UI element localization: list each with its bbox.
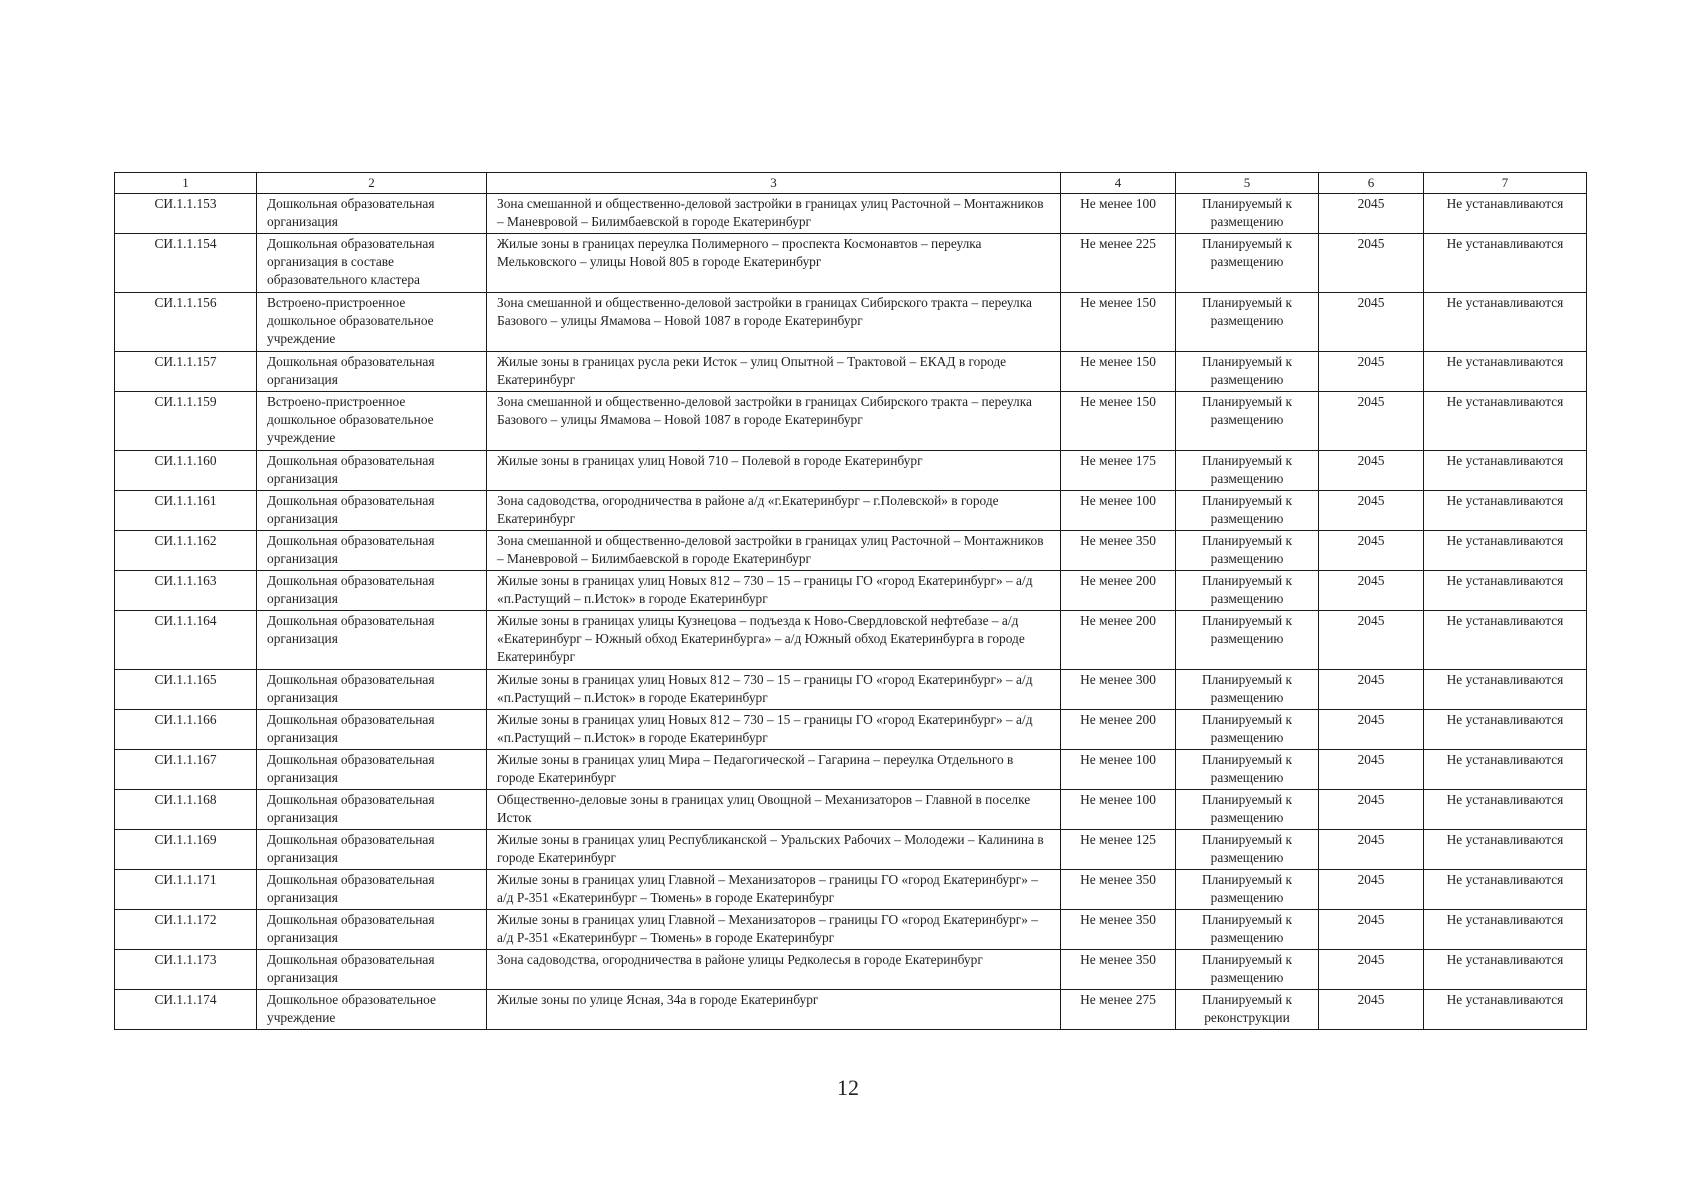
- row-name-cell: Дошкольная образовательная организация: [257, 710, 487, 750]
- row-restrictions-cell: Не устанавливаются: [1424, 830, 1587, 870]
- row-year-cell: 2045: [1319, 352, 1424, 392]
- row-status-cell: Планируемый к размещению: [1176, 531, 1319, 571]
- row-year-cell: 2045: [1319, 194, 1424, 234]
- row-year-cell: 2045: [1319, 531, 1424, 571]
- column-header: 4: [1061, 173, 1176, 194]
- row-zone-cell: Зона садоводства, огородничества в районе улицы Редколесья в городе Екатеринбург: [487, 950, 1061, 990]
- row-status-cell: Планируемый к размещению: [1176, 392, 1319, 451]
- row-status-cell: Планируемый к размещению: [1176, 790, 1319, 830]
- row-status-cell: Планируемый к размещению: [1176, 910, 1319, 950]
- row-year-cell: 2045: [1319, 750, 1424, 790]
- row-year-cell: 2045: [1319, 571, 1424, 611]
- table-row: [115, 790, 1587, 830]
- row-zone-cell: Жилые зоны в границах улиц Новых 812 – 730 – 15 – границы ГО «город Екатеринбург» – а/д «п.Растущий – п.Исток» в городе Екатеринбург: [487, 710, 1061, 750]
- row-name-cell: Дошкольная образовательная организация: [257, 611, 487, 670]
- row-capacity-cell: Не менее 225: [1061, 234, 1176, 293]
- row-capacity-cell: Не менее 200: [1061, 571, 1176, 611]
- row-restrictions-cell: Не устанавливаются: [1424, 750, 1587, 790]
- row-code-cell: СИ.1.1.156: [115, 293, 257, 352]
- row-year-cell: 2045: [1319, 392, 1424, 451]
- row-code-cell: СИ.1.1.168: [115, 790, 257, 830]
- row-year-cell: 2045: [1319, 234, 1424, 293]
- row-name-cell: Дошкольная образовательная организация: [257, 491, 487, 531]
- row-restrictions-cell: Не устанавливаются: [1424, 790, 1587, 830]
- row-capacity-cell: Не менее 100: [1061, 790, 1176, 830]
- row-status-cell: Планируемый к размещению: [1176, 571, 1319, 611]
- row-status-cell: Планируемый к размещению: [1176, 491, 1319, 531]
- row-restrictions-cell: Не устанавливаются: [1424, 710, 1587, 750]
- column-header: 1: [115, 173, 257, 194]
- column-header: 7: [1424, 173, 1587, 194]
- table-row: [115, 990, 1587, 1030]
- row-year-cell: 2045: [1319, 293, 1424, 352]
- row-code-cell: СИ.1.1.174: [115, 990, 257, 1030]
- row-zone-cell: Жилые зоны в границах улиц Новой 710 – Полевой в городе Екатеринбург: [487, 451, 1061, 491]
- table-row: [115, 491, 1587, 531]
- row-capacity-cell: Не менее 350: [1061, 870, 1176, 910]
- row-status-cell: Планируемый к размещению: [1176, 670, 1319, 710]
- row-restrictions-cell: Не устанавливаются: [1424, 491, 1587, 531]
- row-restrictions-cell: Не устанавливаются: [1424, 451, 1587, 491]
- table-row: [115, 670, 1587, 710]
- row-capacity-cell: Не менее 350: [1061, 910, 1176, 950]
- row-name-cell: Дошкольная образовательная организация: [257, 870, 487, 910]
- column-header: 5: [1176, 173, 1319, 194]
- row-code-cell: СИ.1.1.164: [115, 611, 257, 670]
- row-status-cell: Планируемый к размещению: [1176, 352, 1319, 392]
- row-restrictions-cell: Не устанавливаются: [1424, 910, 1587, 950]
- row-zone-cell: Зона смешанной и общественно-деловой застройки в границах Сибирского тракта – переулка Базового – улицы Ямамова – Новой 1087 в городе Екатеринбург: [487, 392, 1061, 451]
- row-status-cell: Планируемый к размещению: [1176, 611, 1319, 670]
- row-restrictions-cell: Не устанавливаются: [1424, 870, 1587, 910]
- row-zone-cell: Жилые зоны в границах улицы Кузнецова – подъезда к Ново-Свердловской нефтебазе – а/д «Екатеринбург – Южный обход Екатеринбурга» – а/д Южный обход Екатеринбурга в городе Екатеринбург: [487, 611, 1061, 670]
- row-code-cell: СИ.1.1.161: [115, 491, 257, 531]
- row-code-cell: СИ.1.1.160: [115, 451, 257, 491]
- row-name-cell: Дошкольная образовательная организация: [257, 571, 487, 611]
- row-code-cell: СИ.1.1.154: [115, 234, 257, 293]
- column-header: 3: [487, 173, 1061, 194]
- row-capacity-cell: Не менее 350: [1061, 950, 1176, 990]
- row-code-cell: СИ.1.1.166: [115, 710, 257, 750]
- row-capacity-cell: Не менее 150: [1061, 392, 1176, 451]
- table-row: [115, 531, 1587, 571]
- table-row: [115, 451, 1587, 491]
- row-restrictions-cell: Не устанавливаются: [1424, 571, 1587, 611]
- row-restrictions-cell: Не устанавливаются: [1424, 293, 1587, 352]
- table-row: [115, 293, 1587, 352]
- row-restrictions-cell: Не устанавливаются: [1424, 234, 1587, 293]
- row-capacity-cell: Не менее 300: [1061, 670, 1176, 710]
- table-body: [115, 194, 1587, 1030]
- row-restrictions-cell: Не устанавливаются: [1424, 352, 1587, 392]
- table-row: [115, 950, 1587, 990]
- row-restrictions-cell: Не устанавливаются: [1424, 392, 1587, 451]
- row-code-cell: СИ.1.1.159: [115, 392, 257, 451]
- row-code-cell: СИ.1.1.169: [115, 830, 257, 870]
- row-capacity-cell: Не менее 150: [1061, 293, 1176, 352]
- row-status-cell: Планируемый к размещению: [1176, 870, 1319, 910]
- row-name-cell: Дошкольная образовательная организация: [257, 950, 487, 990]
- row-year-cell: 2045: [1319, 830, 1424, 870]
- row-zone-cell: Жилые зоны по улице Ясная, 34а в городе Екатеринбург: [487, 990, 1061, 1030]
- row-zone-cell: Жилые зоны в границах улиц Главной – Механизаторов – границы ГО «город Екатеринбург» – а/д Р-351 «Екатеринбург – Тюмень» в городе Екатеринбург: [487, 910, 1061, 950]
- row-code-cell: СИ.1.1.163: [115, 571, 257, 611]
- table-row: [115, 710, 1587, 750]
- row-name-cell: Дошкольная образовательная организация: [257, 670, 487, 710]
- column-header: 6: [1319, 173, 1424, 194]
- row-zone-cell: Жилые зоны в границах улиц Новых 812 – 730 – 15 – границы ГО «город Екатеринбург» – а/д «п.Растущий – п.Исток» в городе Екатеринбург: [487, 571, 1061, 611]
- row-capacity-cell: Не менее 350: [1061, 531, 1176, 571]
- row-restrictions-cell: Не устанавливаются: [1424, 194, 1587, 234]
- row-code-cell: СИ.1.1.153: [115, 194, 257, 234]
- row-code-cell: СИ.1.1.167: [115, 750, 257, 790]
- row-name-cell: Встроено-пристроенное дошкольное образовательное учреждение: [257, 293, 487, 352]
- row-capacity-cell: Не менее 125: [1061, 830, 1176, 870]
- row-code-cell: СИ.1.1.162: [115, 531, 257, 571]
- row-year-cell: 2045: [1319, 990, 1424, 1030]
- row-name-cell: Дошкольная образовательная организация: [257, 910, 487, 950]
- row-name-cell: Встроено-пристроенное дошкольное образовательное учреждение: [257, 392, 487, 451]
- row-capacity-cell: Не менее 200: [1061, 611, 1176, 670]
- row-zone-cell: Общественно-деловые зоны в границах улиц Овощной – Механизаторов – Главной в поселке Исток: [487, 790, 1061, 830]
- table-header-row: [115, 173, 1587, 194]
- row-status-cell: Планируемый к реконструкции: [1176, 990, 1319, 1030]
- table-row: [115, 910, 1587, 950]
- row-status-cell: Планируемый к размещению: [1176, 710, 1319, 750]
- row-zone-cell: Жилые зоны в границах улиц Мира – Педагогической – Гагарина – переулка Отдельного в городе Екатеринбург: [487, 750, 1061, 790]
- row-name-cell: Дошкольная образовательная организация: [257, 531, 487, 571]
- row-zone-cell: Зона смешанной и общественно-деловой застройки в границах улиц Расточной – Монтажников – Маневровой – Билимбаевской в городе Екатеринбург: [487, 531, 1061, 571]
- facilities-table: [114, 172, 1587, 1030]
- row-zone-cell: Зона смешанной и общественно-деловой застройки в границах улиц Расточной – Монтажников – Маневровой – Билимбаевской в городе Екатеринбург: [487, 194, 1061, 234]
- row-restrictions-cell: Не устанавливаются: [1424, 950, 1587, 990]
- row-name-cell: Дошкольная образовательная организация: [257, 790, 487, 830]
- row-name-cell: Дошкольная образовательная организация: [257, 352, 487, 392]
- row-name-cell: Дошкольное образовательное учреждение: [257, 990, 487, 1030]
- row-capacity-cell: Не менее 175: [1061, 451, 1176, 491]
- row-status-cell: Планируемый к размещению: [1176, 451, 1319, 491]
- row-restrictions-cell: Не устанавливаются: [1424, 611, 1587, 670]
- row-status-cell: Планируемый к размещению: [1176, 950, 1319, 990]
- row-status-cell: Планируемый к размещению: [1176, 830, 1319, 870]
- row-name-cell: Дошкольная образовательная организация: [257, 750, 487, 790]
- row-capacity-cell: Не менее 100: [1061, 491, 1176, 531]
- row-restrictions-cell: Не устанавливаются: [1424, 990, 1587, 1030]
- table-row: [115, 611, 1587, 670]
- row-zone-cell: Жилые зоны в границах улиц Республиканской – Уральских Рабочих – Молодежи – Калинина в городе Екатеринбург: [487, 830, 1061, 870]
- row-status-cell: Планируемый к размещению: [1176, 293, 1319, 352]
- row-year-cell: 2045: [1319, 790, 1424, 830]
- row-restrictions-cell: Не устанавливаются: [1424, 670, 1587, 710]
- row-year-cell: 2045: [1319, 670, 1424, 710]
- row-year-cell: 2045: [1319, 451, 1424, 491]
- row-name-cell: Дошкольная образовательная организация: [257, 830, 487, 870]
- row-capacity-cell: Не менее 100: [1061, 194, 1176, 234]
- row-capacity-cell: Не менее 150: [1061, 352, 1176, 392]
- row-zone-cell: Жилые зоны в границах улиц Главной – Механизаторов – границы ГО «город Екатеринбург» – а/д Р-351 «Екатеринбург – Тюмень» в городе Екатеринбург: [487, 870, 1061, 910]
- row-year-cell: 2045: [1319, 870, 1424, 910]
- row-status-cell: Планируемый к размещению: [1176, 750, 1319, 790]
- row-status-cell: Планируемый к размещению: [1176, 234, 1319, 293]
- row-name-cell: Дошкольная образовательная организация в составе образовательного кластера: [257, 234, 487, 293]
- row-zone-cell: Жилые зоны в границах переулка Полимерного – проспекта Космонавтов – переулка Мельковского – улицы Новой 805 в городе Екатеринбург: [487, 234, 1061, 293]
- row-name-cell: Дошкольная образовательная организация: [257, 451, 487, 491]
- row-status-cell: Планируемый к размещению: [1176, 194, 1319, 234]
- table-row: [115, 392, 1587, 451]
- row-year-cell: 2045: [1319, 491, 1424, 531]
- table-row: [115, 234, 1587, 293]
- row-zone-cell: Жилые зоны в границах улиц Новых 812 – 730 – 15 – границы ГО «город Екатеринбург» – а/д «п.Растущий – п.Исток» в городе Екатеринбург: [487, 670, 1061, 710]
- row-capacity-cell: Не менее 200: [1061, 710, 1176, 750]
- table-row: [115, 830, 1587, 870]
- row-code-cell: СИ.1.1.165: [115, 670, 257, 710]
- row-name-cell: Дошкольная образовательная организация: [257, 194, 487, 234]
- table-row: [115, 352, 1587, 392]
- table-row: [115, 870, 1587, 910]
- row-zone-cell: Зона садоводства, огородничества в районе а/д «г.Екатеринбург – г.Полевской» в городе Екатеринбург: [487, 491, 1061, 531]
- column-header: 2: [257, 173, 487, 194]
- row-zone-cell: Жилые зоны в границах русла реки Исток – улиц Опытной – Трактовой – ЕКАД в городе Екатеринбург: [487, 352, 1061, 392]
- row-capacity-cell: Не менее 100: [1061, 750, 1176, 790]
- row-zone-cell: Зона смешанной и общественно-деловой застройки в границах Сибирского тракта – переулка Базового – улицы Ямамова – Новой 1087 в городе Екатеринбург: [487, 293, 1061, 352]
- row-year-cell: 2045: [1319, 910, 1424, 950]
- row-restrictions-cell: Не устанавливаются: [1424, 531, 1587, 571]
- row-code-cell: СИ.1.1.173: [115, 950, 257, 990]
- row-year-cell: 2045: [1319, 710, 1424, 750]
- page-number: 12: [837, 1075, 859, 1100]
- table-row: [115, 750, 1587, 790]
- row-code-cell: СИ.1.1.171: [115, 870, 257, 910]
- row-code-cell: СИ.1.1.172: [115, 910, 257, 950]
- row-year-cell: 2045: [1319, 611, 1424, 670]
- row-code-cell: СИ.1.1.157: [115, 352, 257, 392]
- row-year-cell: 2045: [1319, 950, 1424, 990]
- row-capacity-cell: Не менее 275: [1061, 990, 1176, 1030]
- table-row: [115, 194, 1587, 234]
- table-row: [115, 571, 1587, 611]
